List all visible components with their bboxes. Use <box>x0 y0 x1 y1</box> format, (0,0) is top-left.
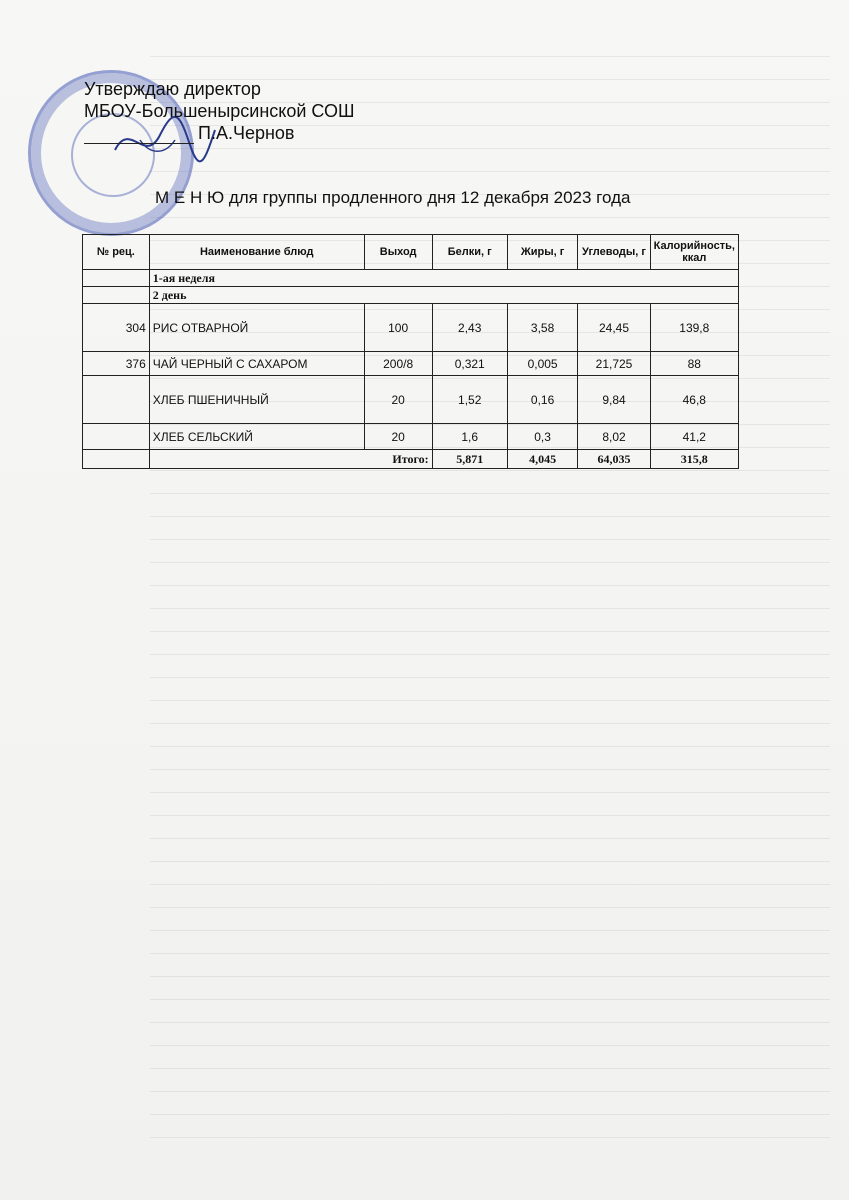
day-label: 2 день <box>149 287 738 304</box>
cell-rec: 376 <box>83 352 150 376</box>
cell-output: 20 <box>364 424 432 450</box>
approval-signature-row <box>84 122 404 144</box>
table-header-row <box>83 235 739 270</box>
cell-rec <box>83 424 150 450</box>
cell-carbs: 24,45 <box>578 304 650 352</box>
table-row <box>83 424 739 450</box>
cell-kcal: 139,8 <box>650 304 738 352</box>
week-row <box>83 270 739 287</box>
week-label: 1-ая неделя <box>149 270 738 287</box>
total-carbs: 64,035 <box>578 450 650 469</box>
cell-rec <box>83 376 150 424</box>
approval-block <box>84 78 404 144</box>
header-rec: № рец. <box>83 235 150 270</box>
total-label: Итого: <box>149 450 432 469</box>
header-output: Выход <box>364 235 432 270</box>
cell-rec: 304 <box>83 304 150 352</box>
header-kcal: Калорийность, ккал <box>650 235 738 270</box>
cell-name: РИС ОТВАРНОЙ <box>149 304 364 352</box>
cell-output: 20 <box>364 376 432 424</box>
cell-carbs: 8,02 <box>578 424 650 450</box>
cell-kcal: 41,2 <box>650 424 738 450</box>
cell-protein: 0,321 <box>432 352 507 376</box>
cell-name: ХЛЕБ ПШЕНИЧНЫЙ <box>149 376 364 424</box>
approval-line-1: Утверждаю директор <box>84 79 261 99</box>
cell-kcal: 88 <box>650 352 738 376</box>
total-protein: 5,871 <box>432 450 507 469</box>
table-row <box>83 352 739 376</box>
table-row <box>83 376 739 424</box>
signer-name: П.А.Чернов <box>198 123 295 143</box>
cell-name: ХЛЕБ СЕЛЬСКИЙ <box>149 424 364 450</box>
cell-protein: 1,6 <box>432 424 507 450</box>
day-row <box>83 287 739 304</box>
header-carbs: Углеводы, г <box>578 235 650 270</box>
total-row <box>83 450 739 469</box>
header-name: Наименование блюд <box>149 235 364 270</box>
cell-protein: 2,43 <box>432 304 507 352</box>
total-fat: 4,045 <box>507 450 578 469</box>
approval-line-2: МБОУ-Большенырсинской СОШ <box>84 101 355 121</box>
header-protein: Белки, г <box>432 235 507 270</box>
total-kcal: 315,8 <box>650 450 738 469</box>
header-fat: Жиры, г <box>507 235 578 270</box>
cell-fat: 3,58 <box>507 304 578 352</box>
cell-fat: 0,3 <box>507 424 578 450</box>
cell-protein: 1,52 <box>432 376 507 424</box>
cell-output: 100 <box>364 304 432 352</box>
cell-carbs: 9,84 <box>578 376 650 424</box>
table-row <box>83 304 739 352</box>
menu-title: М Е Н Ю для группы продленного дня 12 декабря 2023 года <box>155 188 631 207</box>
cell-fat: 0,16 <box>507 376 578 424</box>
menu-table <box>82 234 739 469</box>
cell-kcal: 46,8 <box>650 376 738 424</box>
signature-line <box>84 127 194 144</box>
bleed-through-background <box>150 40 830 1160</box>
cell-output: 200/8 <box>364 352 432 376</box>
cell-carbs: 21,725 <box>578 352 650 376</box>
cell-fat: 0,005 <box>507 352 578 376</box>
cell-name: ЧАЙ ЧЕРНЫЙ С САХАРОМ <box>149 352 364 376</box>
